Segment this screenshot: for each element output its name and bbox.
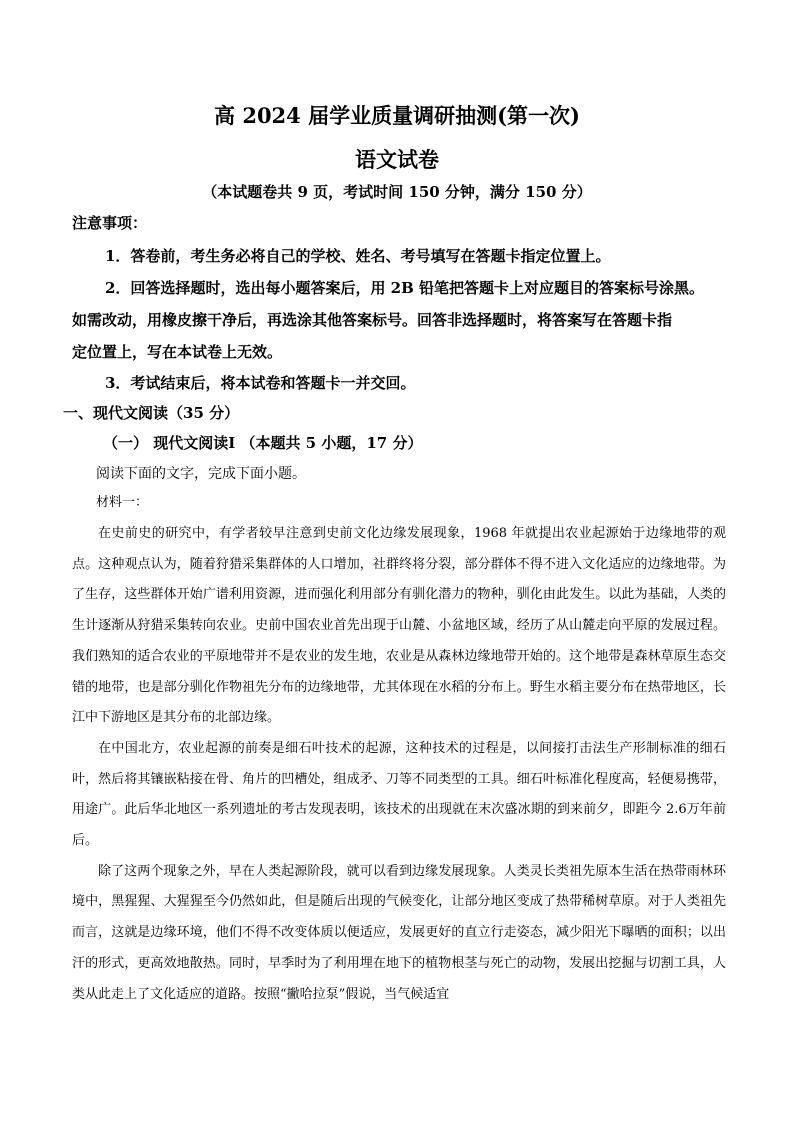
reading-instruction: 阅读下面的文字，完成下面小题。 <box>96 466 306 482</box>
material-paragraph: 在中国北方，农业起源的前奏是细石叶技术的起源，这种技术的过程是，以间接打击法生产形制标准的细石叶，然后将其镶嵌粘接在骨、角片的凹槽处，组成矛、刀等不同类型的工具。细石叶标准化程度高，轻便易携带，用途广。此后华北地区一系列遗址的考古发现表明，该技术的出现就在末次盛冰期的到来前夕，即距今 2.6万年前后。 <box>72 740 726 849</box>
subsection-heading: （一） 现代文阅读Ⅰ （本题共 5 小题，17 分） <box>103 434 423 452</box>
exam-info: （本试题卷共 9 页，考试时间 150 分钟，满分 150 分） <box>202 183 592 201</box>
material-paragraph: 除了这两个现象之外，早在人类起源阶段，就可以看到边缘发展现象。人类灵长类祖先原本生活在热带雨林环境中，黑猩猩、大猩猩至今仍然如此，但是随后出现的气候变化，让部分地区变成了热带稀树草原。对于人类祖先而言，这就是边缘环境，他们不得不改变体质以便适应，发展更好的直立行走姿态，减少阳光下曝晒的面积；以出汗的形式，更高效地散热。同时，早季时为了利用埋在地下的植物根茎与死亡的动物，发展出挖掘与切割工具，人类从此走上了文化适应的道路。按照“撇哈拉泵”假说，当气候适宜 <box>72 863 726 1002</box>
notice-item-3: 3．考试结束后，将本试卷和答题卡一并交回。 <box>105 374 416 392</box>
notice-item-2-line-2: 如需改动，用橡皮擦干净后，再选涂其他答案标号。回答非选择题时，将答案写在答题卡指 <box>72 311 673 329</box>
section-heading: 一、现代文阅读（35 分） <box>63 404 240 422</box>
notice-heading: 注意事项： <box>72 214 148 232</box>
notice-item-1: 1．答卷前，考生务必将自己的学校、姓名、考号填写在答题卡指定位置上。 <box>105 247 611 265</box>
exam-title: 高 2024 届学业质量调研抽测(第一次) <box>214 103 580 128</box>
notice-item-2-line-1: 2．回答选择题时，选出每小题答案后，用 2B 铅笔把答题卡上对应题目的答案标号涂黑。 <box>105 279 705 297</box>
material-text <box>72 519 726 1010</box>
exam-subject: 语文试卷 <box>355 147 439 172</box>
material-label: 材料一： <box>96 495 149 510</box>
notice-item-2-line-3: 定位置上，写在本试卷上无效。 <box>72 343 283 361</box>
material-paragraph: 在史前史的研究中，有学者较早注意到史前文化边缘发展现象，1968 年就提出农业起源始于边缘地带的观点。这种观点认为，随着狩猎采集群体的人口增加，社群终将分裂，部分群体不得不进入文化适应的边缘地带。为了生存，这些群体开始广谱利用资源，进而强化利用部分有驯化潜力的物种，驯化由此发生。以此为基础，人类的生计逐渐从狩猎采集转向农业。史前中国农业首先出现于山麓、小盆地区域，经历了从山麓走向平原的发展过程。我们熟知的适合农业的平原地带并不是农业的发生地，农业是从森林边缘地带开始的。这个地带是森林草原生态交错的地带，也是部分驯化作物祖先分布的边缘地带，尤其体现在水稻的分布上。野生水稻主要分布在热带地区，长江中下游地区是其分布的北部边缘。 <box>72 526 726 726</box>
